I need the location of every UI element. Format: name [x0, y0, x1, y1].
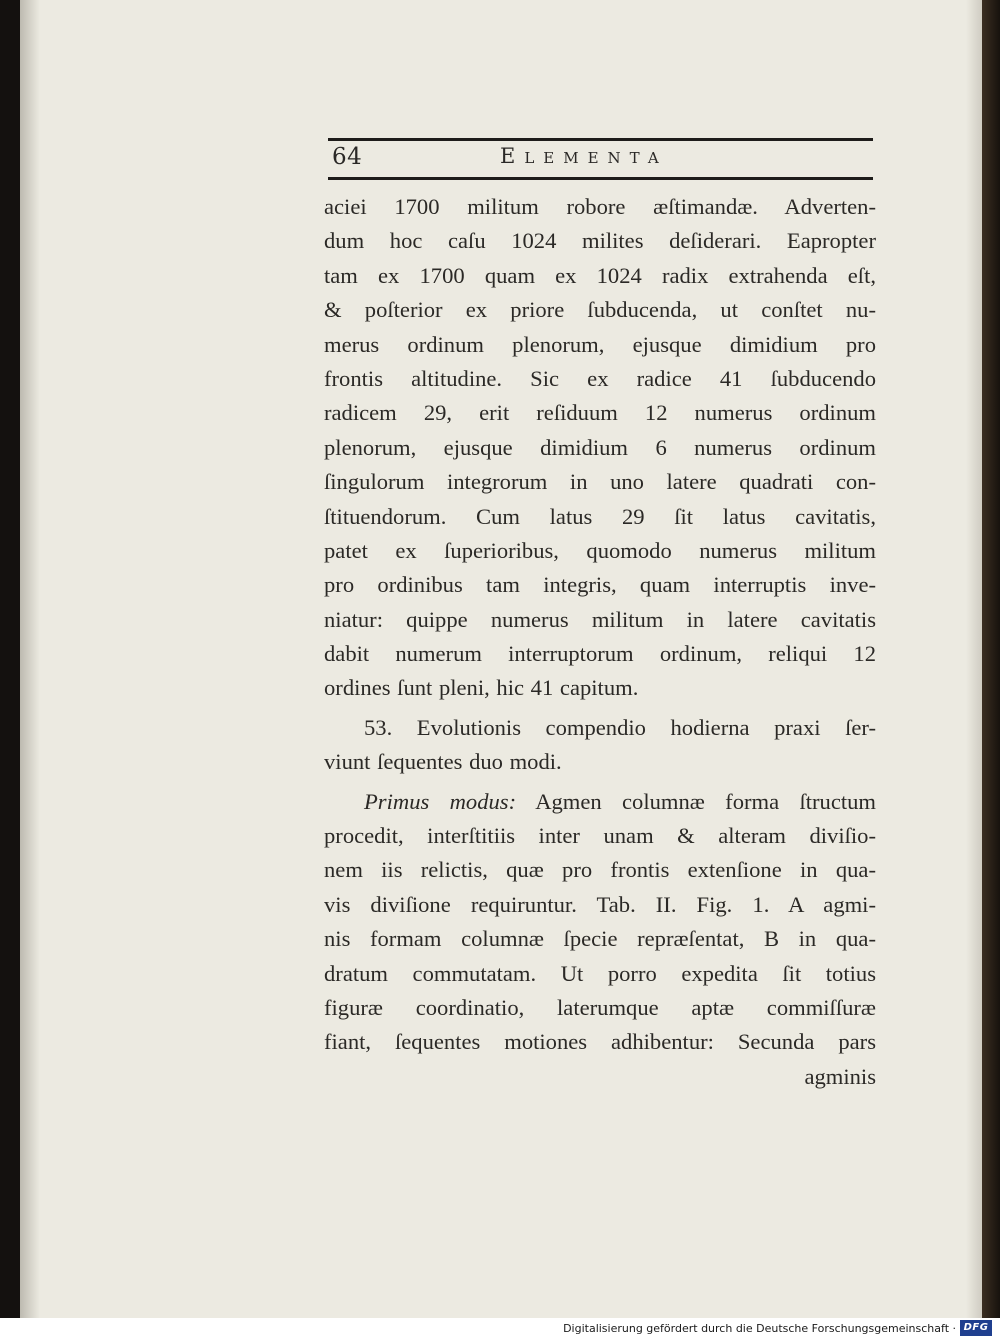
text-line: nem iis relictis, quæ pro frontis extenſione in qua-: [324, 857, 876, 883]
page-edge-shadow: [966, 0, 982, 1318]
text-line: ſtituendorum. Cum latus 29 ſit latus cavitatis,: [324, 503, 876, 529]
text-line: patet ex ſuperioribus, quomodo numerus militum: [324, 537, 876, 563]
text-line: dratum commutatam. Ut porro expedita ſit totius: [324, 960, 876, 986]
paragraph-2: [324, 711, 876, 780]
running-head: Elementa: [500, 144, 668, 168]
funding-credit: Digitalisierung gefördert durch die Deutsche Forschungsgemeinschaft ·: [563, 1322, 956, 1335]
lead-italic: Primus modus:: [364, 788, 517, 814]
text-line: radicem 29, erit reſiduum 12 numerus ordinum: [324, 400, 876, 426]
text-line: aciei 1700 militum robore æſtimandæ. Adverten-: [324, 194, 876, 219]
catchword: agminis: [804, 1063, 876, 1089]
text-line: dabit numerum interruptorum ordinum, reliqui 12: [324, 641, 876, 667]
text-line: ſingulorum integrorum in uno latere quadrati con-: [324, 469, 876, 495]
header-rule-top: [328, 138, 873, 141]
page-number: 64: [332, 144, 363, 170]
text-line: figuræ coordinatio, laterumque aptæ commiſſuræ: [324, 994, 876, 1020]
book-page: [20, 0, 982, 1318]
text-line: niatur: quippe numerus militum in latere cavitatis: [324, 606, 876, 632]
text-line-lead: [324, 785, 876, 819]
text-line: plenorum, ejusque dimidium 6 numerus ordinum: [324, 434, 876, 460]
text-line: & poſterior ex priore ſubducenda, ut conſtet nu-: [324, 297, 876, 323]
page-body: [324, 190, 876, 1094]
text-line: 53. Evolutionis compendio hodierna praxi ſer-: [364, 714, 876, 740]
text-line: fiant, ſequentes motiones adhibentur: Secunda pars: [324, 1029, 876, 1055]
text-line: procedit, interſtitiis inter unam & alteram diviſio-: [324, 823, 876, 849]
lead-rest: Agmen columnæ forma ſtructum: [516, 788, 876, 814]
text-line: tam ex 1700 quam ex 1024 radix extrahenda eſt,: [324, 262, 876, 288]
text-line: ordines ſunt pleni, hic 41 capitum.: [324, 675, 639, 701]
paragraph-3: [324, 785, 876, 1060]
page-gutter-shadow: [20, 0, 40, 1318]
text-line: merus ordinum plenorum, ejusque dimidium pro: [324, 331, 876, 357]
book-spine-edge: [982, 0, 1000, 1318]
text-line: pro ordinibus tam integris, quam interruptis inve-: [324, 572, 876, 598]
text-line: frontis altitudine. Sic ex radice 41 ſubducendo: [324, 365, 876, 391]
text-line: vis diviſione requiruntur. Tab. II. Fig. 1. A agmi-: [324, 891, 876, 917]
paragraph-1: [324, 190, 876, 706]
header-rule-bottom: [328, 177, 873, 180]
text-line: nis formam columnæ ſpecie repræſentat, B in qua-: [324, 926, 876, 952]
text-line: viunt ſequentes duo modi.: [324, 749, 562, 775]
text-line: dum hoc caſu 1024 milites deſiderari. Eapropter: [324, 228, 876, 254]
dfg-logo: DFG: [960, 1320, 992, 1336]
page-header: [332, 142, 872, 176]
